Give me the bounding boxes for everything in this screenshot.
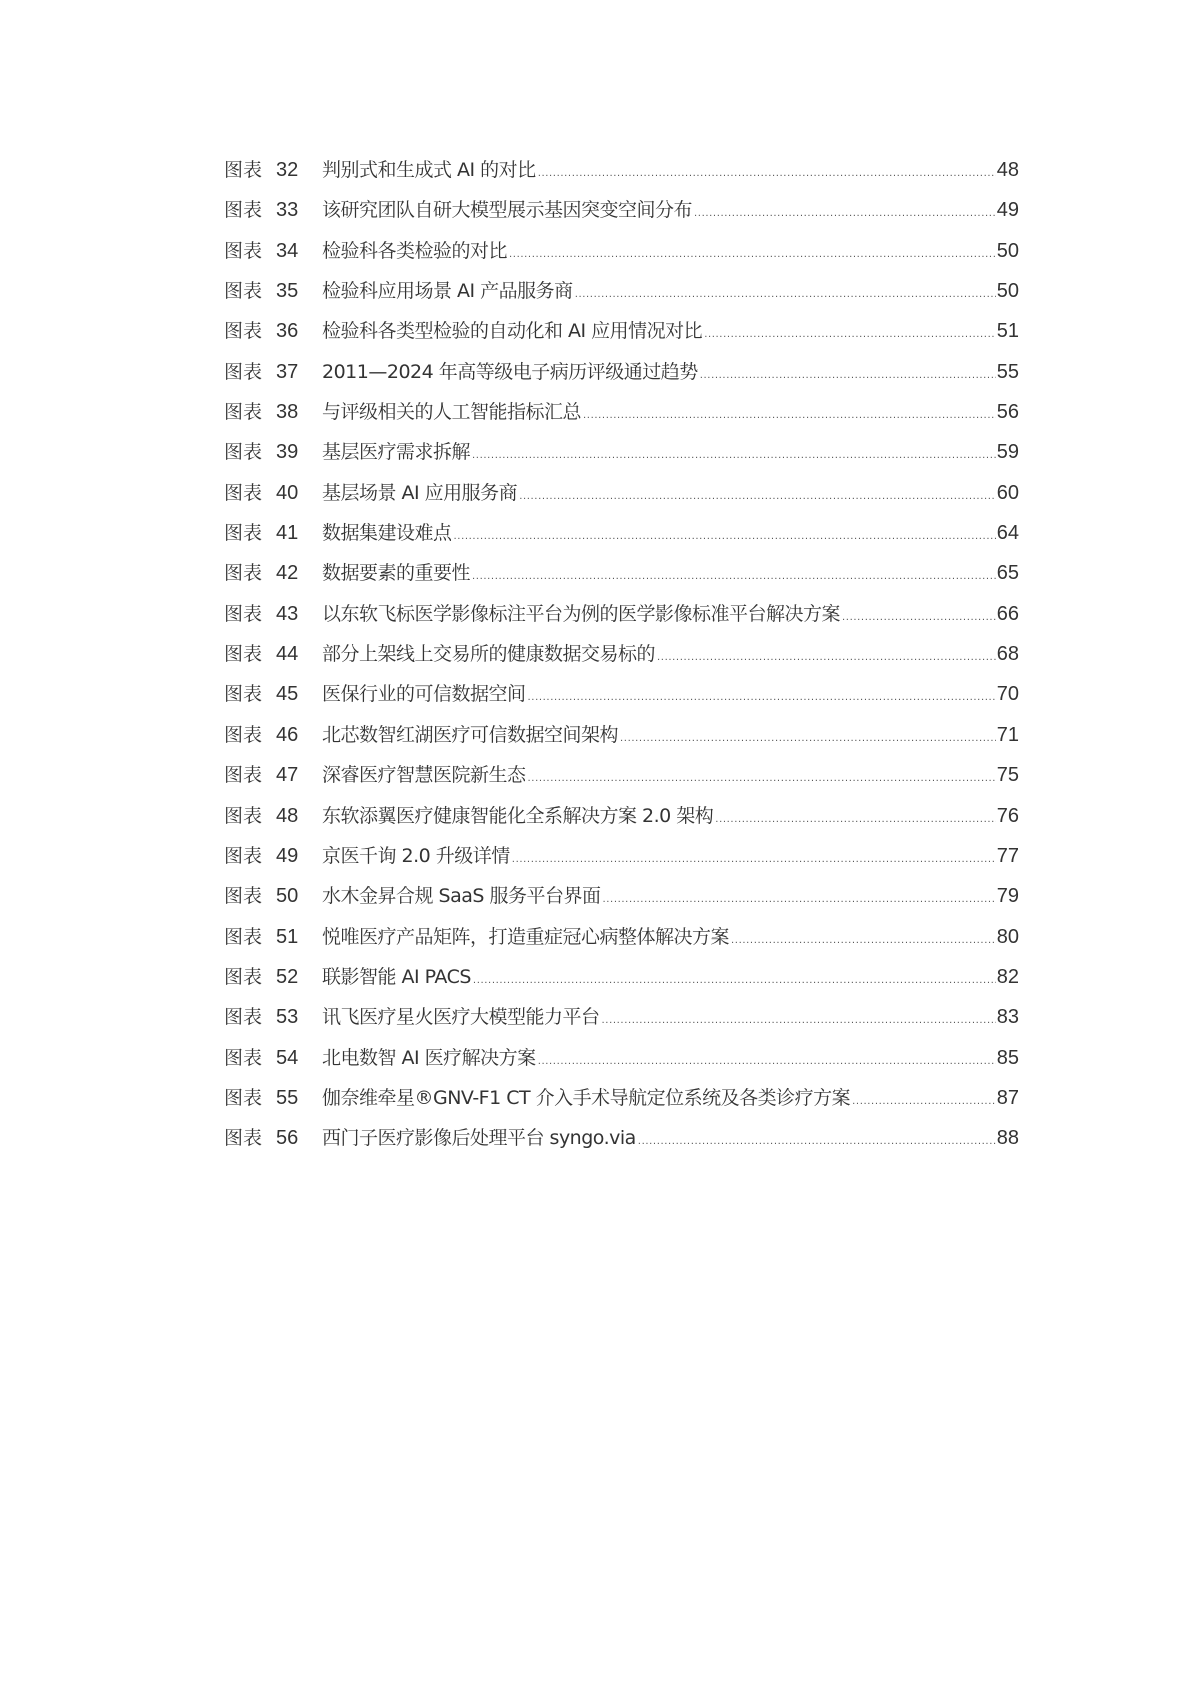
toc-entry-page: 50 [996, 280, 1019, 303]
toc-entry-title: 讯飞医疗星火医疗大模型能力平台 [322, 1006, 600, 1029]
toc-entry-label: 图表 [224, 1046, 263, 1069]
toc-entry[interactable] [224, 1125, 1019, 1165]
toc-entry-page: 76 [996, 804, 1019, 827]
toc-entry-number: 50 [276, 885, 299, 908]
toc-entry-title: 2011—2024 年高等级电子病历评级通过趋势 [322, 360, 698, 383]
toc-entry-page: 48 [996, 159, 1019, 181]
toc-entry-title: 检验科各类检验的对比 [322, 239, 508, 262]
toc-entry[interactable] [224, 1085, 1019, 1125]
toc-entry-title: 水木金昇合规 SaaS 服务平台界面 [322, 885, 601, 908]
toc-entry-page: 87 [996, 1086, 1019, 1109]
toc-entry-label: 图表 [224, 925, 263, 948]
toc-entry[interactable] [224, 883, 1019, 923]
toc-entry-page: 68 [996, 643, 1019, 666]
toc-entry-label: 图表 [224, 199, 263, 222]
dot-leader [638, 1137, 996, 1147]
toc-entry-title: 医保行业的可信数据空间 [322, 683, 526, 706]
dot-leader [472, 572, 996, 582]
toc-entry-number: 52 [276, 965, 299, 988]
toc-entry[interactable] [224, 762, 1019, 802]
toc-entry-number: 47 [276, 764, 299, 787]
dot-leader [731, 936, 996, 946]
toc-entry-page: 56 [996, 401, 1019, 424]
toc-entry-page: 77 [996, 844, 1019, 867]
dot-leader [519, 492, 996, 502]
toc-entry[interactable] [224, 601, 1019, 641]
toc-entry-title: 北电数智 AI 医疗解决方案 [322, 1046, 536, 1069]
toc-entry-page: 51 [996, 320, 1019, 343]
toc-entry-title: 西门子医疗影像后处理平台 syngo.via [322, 1127, 636, 1150]
toc-entry-page: 65 [996, 562, 1019, 585]
toc-entry-page: 50 [996, 239, 1019, 262]
toc-entry-label: 图表 [224, 401, 263, 424]
toc-entry-label: 图表 [224, 885, 263, 908]
toc-entry-page: 82 [996, 965, 1019, 988]
toc-entry-title: 基层医疗需求拆解 [322, 441, 471, 464]
dot-leader [700, 371, 996, 381]
toc-entry-page: 64 [996, 522, 1019, 545]
toc-entry-label: 图表 [224, 1127, 263, 1150]
toc-entry-title: 数据集建设难点 [322, 522, 452, 545]
toc-entry-page: 71 [996, 723, 1019, 746]
toc-entry-page: 66 [996, 602, 1019, 625]
dot-leader [512, 855, 996, 865]
dot-leader [704, 330, 996, 340]
toc-entry[interactable] [224, 278, 1019, 318]
dot-leader [602, 1016, 996, 1026]
toc-entry-number: 35 [276, 280, 299, 303]
dot-leader [842, 613, 996, 623]
toc-entry-title: 北芯数智红湖医疗可信数据空间架构 [322, 723, 619, 746]
toc-entry-label: 图表 [224, 159, 263, 181]
toc-entry-number: 55 [276, 1086, 299, 1109]
dot-leader [583, 411, 996, 421]
toc-entry-title: 东软添翼医疗健康智能化全系解决方案 2.0 架构 [322, 804, 714, 827]
toc-entry-page: 59 [996, 441, 1019, 464]
list-of-figures [224, 157, 1019, 1166]
toc-entry-label: 图表 [224, 643, 263, 666]
dot-leader [473, 976, 996, 986]
dot-leader [509, 250, 996, 260]
dot-leader [575, 290, 996, 300]
toc-entry-label: 图表 [224, 965, 263, 988]
toc-entry-number: 42 [276, 562, 299, 585]
toc-entry-title: 伽奈维牵星®GNV-F1 CT 介入手术导航定位系统及各类诊疗方案 [322, 1086, 851, 1109]
toc-entry-label: 图表 [224, 360, 263, 383]
toc-entry-number: 37 [276, 360, 299, 383]
toc-entry-title: 基层场景 AI 应用服务商 [322, 481, 518, 504]
toc-entry[interactable] [224, 1045, 1019, 1085]
toc-entry-number: 33 [276, 199, 299, 222]
toc-entry-label: 图表 [224, 320, 263, 343]
dot-leader [620, 734, 996, 744]
toc-entry[interactable] [224, 318, 1019, 358]
toc-entry[interactable] [224, 681, 1019, 721]
toc-entry[interactable] [224, 1004, 1019, 1044]
toc-entry-title: 数据要素的重要性 [322, 562, 471, 585]
toc-entry-number: 44 [276, 643, 299, 666]
toc-entry-page: 70 [996, 683, 1019, 706]
toc-entry-title: 与评级相关的人工智能指标汇总 [322, 401, 582, 424]
dot-leader [528, 774, 996, 784]
toc-entry-title: 联影智能 AI PACS [322, 965, 471, 988]
toc-entry-number: 34 [276, 239, 299, 262]
toc-entry[interactable] [224, 964, 1019, 1004]
toc-entry-label: 图表 [224, 602, 263, 625]
toc-entry-title: 该研究团队自研大模型展示基因突变空间分布 [322, 199, 693, 222]
toc-entry-number: 54 [276, 1046, 299, 1069]
dot-leader [852, 1097, 996, 1107]
toc-entry[interactable] [224, 924, 1019, 964]
toc-entry[interactable] [224, 803, 1019, 843]
toc-entry-page: 79 [996, 885, 1019, 908]
toc-entry[interactable] [224, 359, 1019, 399]
toc-entry-number: 46 [276, 723, 299, 746]
toc-entry-label: 图表 [224, 239, 263, 262]
toc-entry-page: 83 [996, 1006, 1019, 1029]
dot-leader [538, 169, 996, 179]
toc-entry-label: 图表 [224, 562, 263, 585]
toc-entry-page: 55 [996, 360, 1019, 383]
toc-entry-label: 图表 [224, 804, 263, 827]
toc-entry-number: 43 [276, 602, 299, 625]
dot-leader [694, 209, 996, 219]
toc-entry-label: 图表 [224, 683, 263, 706]
toc-entry-label: 图表 [224, 764, 263, 787]
toc-entry-number: 53 [276, 1006, 299, 1029]
toc-entry-number: 51 [276, 925, 299, 948]
toc-entry-title: 部分上架线上交易所的健康数据交易标的 [322, 643, 656, 666]
toc-entry[interactable] [224, 197, 1019, 237]
dot-leader [472, 451, 996, 461]
dot-leader [528, 693, 996, 703]
dot-leader [657, 653, 996, 663]
toc-entry-page: 88 [996, 1127, 1019, 1150]
toc-entry-number: 40 [276, 481, 299, 504]
toc-entry-number: 36 [276, 320, 299, 343]
toc-entry-label: 图表 [224, 481, 263, 504]
toc-entry-number: 56 [276, 1127, 299, 1150]
toc-entry[interactable] [224, 641, 1019, 681]
toc-entry-label: 图表 [224, 522, 263, 545]
toc-entry-number: 32 [276, 159, 299, 181]
toc-entry-page: 80 [996, 925, 1019, 948]
toc-entry-label: 图表 [224, 1086, 263, 1109]
toc-entry-page: 49 [996, 199, 1019, 222]
toc-entry-number: 41 [276, 522, 299, 545]
toc-entry-title: 京医千询 2.0 升级详情 [322, 844, 510, 867]
dot-leader [603, 895, 996, 905]
toc-entry[interactable] [224, 238, 1019, 278]
toc-entry[interactable] [224, 399, 1019, 439]
toc-entry[interactable] [224, 439, 1019, 479]
toc-entry[interactable] [224, 722, 1019, 762]
toc-entry-title: 检验科各类型检验的自动化和 AI 应用情况对比 [322, 320, 703, 343]
toc-entry-number: 39 [276, 441, 299, 464]
dot-leader [454, 532, 996, 542]
toc-entry-title: 深睿医疗智慧医院新生态 [322, 764, 526, 787]
toc-entry-number: 49 [276, 844, 299, 867]
dot-leader [715, 815, 995, 825]
toc-entry-number: 45 [276, 683, 299, 706]
toc-entry-page: 60 [996, 481, 1019, 504]
toc-entry-title: 判别式和生成式 AI 的对比 [322, 159, 536, 181]
toc-entry[interactable] [224, 560, 1019, 600]
toc-entry-title: 检验科应用场景 AI 产品服务商 [322, 280, 573, 303]
toc-entry-page: 75 [996, 764, 1019, 787]
toc-entry-title: 悦唯医疗产品矩阵，打造重症冠心病整体解决方案 [322, 925, 730, 948]
toc-entry-number: 48 [276, 804, 299, 827]
toc-entry-label: 图表 [224, 844, 263, 867]
toc-entry-label: 图表 [224, 441, 263, 464]
toc-entry[interactable] [224, 843, 1019, 883]
toc-entry[interactable] [224, 520, 1019, 560]
dot-leader [538, 1057, 996, 1067]
toc-entry-label: 图表 [224, 723, 263, 746]
toc-entry-number: 38 [276, 401, 299, 424]
toc-entry-label: 图表 [224, 280, 263, 303]
toc-entry[interactable] [224, 157, 1019, 197]
toc-entry-label: 图表 [224, 1006, 263, 1029]
toc-entry-page: 85 [996, 1046, 1019, 1069]
toc-entry[interactable] [224, 480, 1019, 520]
toc-entry-title: 以东软飞标医学影像标注平台为例的医学影像标准平台解决方案 [322, 602, 841, 625]
